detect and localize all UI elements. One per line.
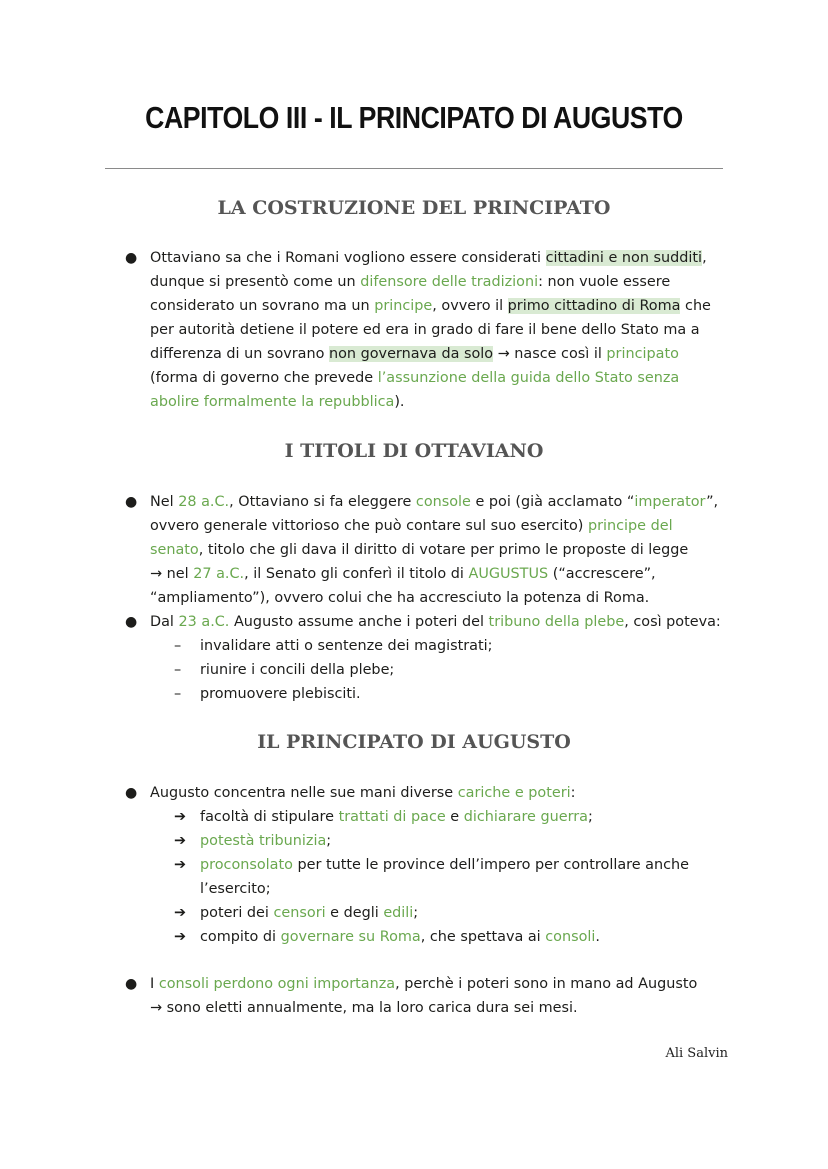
sub-list-item: – promuovere plebisciti. [150, 682, 730, 706]
list-item [125, 490, 730, 610]
green-term: cariche e poteri [457, 785, 571, 801]
page-title: CAPITOLO III - IL PRINCIPATO DI AUGUSTO [145, 100, 683, 135]
arrow-right-icon: ➔ [174, 857, 187, 873]
green-term: console [415, 494, 471, 510]
arrow-right-icon: ➔ [174, 929, 187, 945]
text-line: I consoli perdono ogni importanza, perchè i poteri sono in mano ad Augusto [150, 976, 698, 992]
green-term: 27 a.C. [193, 566, 245, 582]
green-term: dichiarare guerra [463, 809, 588, 825]
green-term: senato [150, 542, 199, 558]
green-term: trattati di pace [338, 809, 446, 825]
section-heading-principato: IL PRINCIPATO DI AUGUSTO [257, 731, 571, 753]
section-2-list [125, 490, 730, 706]
text-line: considerato un sovrano ma un principe, ovvero il primo cittadino di Roma che [150, 298, 711, 314]
text-line: “ampliamento”), ovvero colui che ha accresciuto la potenza di Roma. [150, 590, 650, 606]
text-line: Nel 28 a.C., Ottaviano si fa eleggere console e poi (già acclamato “imperator”, [150, 494, 719, 510]
text-line: Dal 23 a.C. Augusto assume anche i poteri del tribuno della plebe, così poteva: [150, 614, 721, 630]
green-term: proconsolato [200, 857, 293, 873]
text-line: ovvero generale vittorioso che può contare sul suo esercito) principe del [150, 518, 673, 534]
green-term: potestà tribunizia [200, 833, 327, 849]
green-term: consoli [545, 929, 596, 945]
highlight: cittadini e non sudditi [545, 250, 703, 266]
list-item [125, 610, 730, 634]
green-term: 28 a.C. [178, 494, 230, 510]
text-line: differenza di un sovrano non governava da solo → nasce così il principato [150, 346, 679, 362]
text-line: Ottaviano sa che i Romani vogliono essere considerati cittadini e non sudditi, [150, 250, 707, 266]
green-term: imperator [634, 494, 707, 510]
bullet-icon: ● [125, 250, 138, 266]
dash-icon: – [174, 662, 182, 678]
list-item [125, 972, 730, 1020]
sub-list-item: ➔ compito di governare su Roma, che spettava ai consoli. [150, 925, 730, 949]
arrow-right-icon: ➔ [174, 905, 187, 921]
green-term: consoli perdono ogni importanza [158, 976, 396, 992]
text-line: → nel 27 a.C., il Senato gli conferì il titolo di AUGUSTUS (“accrescere”, [150, 566, 656, 582]
dash-icon: – [174, 638, 182, 654]
highlight: non governava da solo [329, 346, 494, 362]
highlight: primo cittadino di Roma [507, 298, 681, 314]
bullet-icon: ● [125, 785, 138, 801]
list-item [125, 246, 730, 414]
text-line: abolire formalmente la repubblica). [150, 394, 405, 410]
green-term: principe del [587, 518, 673, 534]
section-3-list [125, 781, 730, 949]
sub-list-item: ➔ facoltà di stipulare trattati di pace e dichiarare guerra; [150, 805, 730, 829]
arrow-right-icon: ➔ [174, 833, 187, 849]
sub-list-item: – invalidare atti o sentenze dei magistrati; [150, 634, 730, 658]
green-term: tribuno della plebe [488, 614, 625, 630]
sub-list-item: ➔ poteri dei censori e degli edili; [150, 901, 730, 925]
text-line: dunque si presentò come un difensore delle tradizioni: non vuole essere [150, 274, 671, 290]
green-term: abolire formalmente la repubblica [150, 394, 395, 410]
green-term: principato [606, 346, 679, 362]
green-term: AUGUSTUS [468, 566, 549, 582]
dash-icon: – [174, 686, 182, 702]
title-divider [105, 168, 723, 169]
author-signature: Ali Salvin [665, 1046, 728, 1061]
text-line: Augusto concentra nelle sue mani diverse cariche e poteri: [150, 785, 576, 801]
green-term: l’assunzione della guida dello Stato senza [377, 370, 680, 386]
sub-list-item: – riunire i concili della plebe; [150, 658, 730, 682]
arrow-right-icon: ➔ [174, 809, 187, 825]
green-term: difensore delle tradizioni [360, 274, 539, 290]
green-term: principe [374, 298, 433, 314]
list-item [125, 781, 730, 805]
bullet-icon: ● [125, 976, 138, 992]
text-line: (forma di governo che prevede l’assunzione della guida dello Stato senza [150, 370, 680, 386]
bullet-icon: ● [125, 614, 138, 630]
bullet-icon: ● [125, 494, 138, 510]
green-term: 23 a.C. [178, 614, 230, 630]
text-line: senato, titolo che gli dava il diritto di votare per primo le proposte di legge [150, 542, 689, 558]
text-line: per autorità detiene il potere ed era in grado di fare il bene dello Stato ma a [150, 322, 700, 338]
green-term: censori [273, 905, 326, 921]
text-line: → sono eletti annualmente, ma la loro carica dura sei mesi. [150, 1000, 578, 1016]
section-1-list [125, 246, 730, 414]
section-heading-costruzione: LA COSTRUZIONE DEL PRINCIPATO [217, 197, 611, 219]
green-term: governare su Roma [280, 929, 421, 945]
section-heading-titoli: I TITOLI DI OTTAVIANO [284, 440, 544, 462]
green-term: edili [383, 905, 414, 921]
sub-list-item: ➔ proconsolato per tutte le province dell’impero per controllare anche l’esercito; [150, 853, 730, 901]
sub-list-item: ➔ potestà tribunizia; [150, 829, 730, 853]
section-3-list-2 [125, 972, 730, 1020]
